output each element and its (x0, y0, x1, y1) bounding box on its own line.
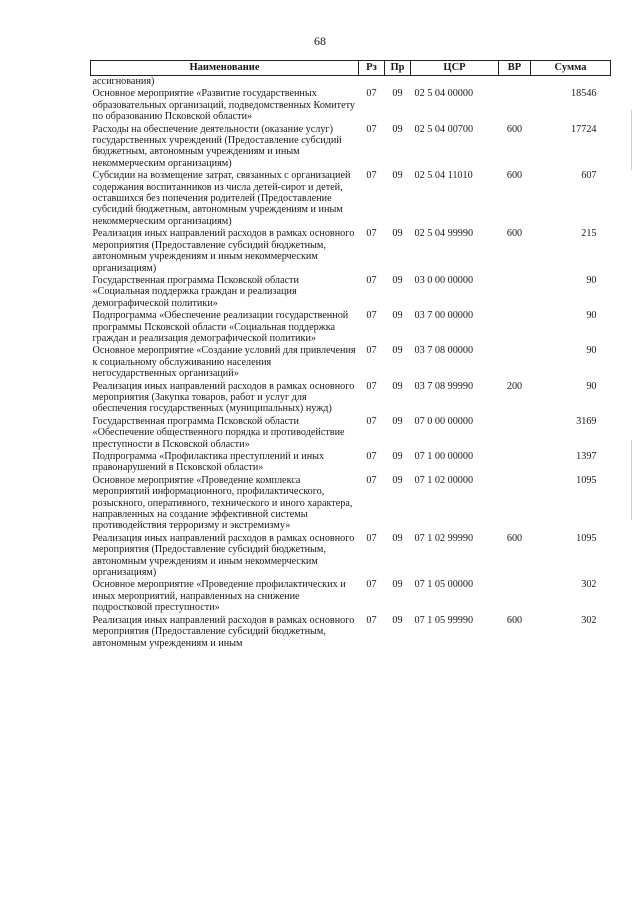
cell-csr: 07 1 05 99990 (414, 614, 474, 626)
continuation-row (91, 76, 611, 88)
table-row (91, 450, 611, 474)
table-row (91, 123, 611, 170)
table-row (91, 87, 611, 122)
table-row (91, 344, 611, 379)
cell-name: Реализация иных направлений расходов в рамках основного мероприятия (Предоставление субсидий бюджетным, автономным учреждениям и иным (92, 614, 355, 649)
cell-name: Государственная программа Псковской области «Обеспечение общественного порядка и противодействие преступности в Псковской области» (92, 415, 345, 450)
cell-pr: 09 (392, 532, 403, 544)
scan-edge-mark (631, 440, 632, 520)
cell-name: Основное мероприятие «Развитие государственных образовательных организаций, подведомственных Комитету по образованию Псковской области» (92, 88, 356, 123)
cell-sum: 3169 (576, 415, 597, 427)
cell-name: Субсидии на возмещение затрат, связанных с организацией содержания воспитанников из числа детей-сирот и детей, оставшихся без попечения родителей (Предоставление субсидий бюджетным, автономным учреждениям и иным некоммерческим организациям) (92, 170, 351, 227)
cell-pr: 09 (392, 579, 403, 591)
cell-vr: 600 (506, 228, 523, 240)
cell-name: Государственная программа Псковской области «Социальная поддержка граждан и реализация демографической политики» (92, 274, 299, 309)
header-rz: Рз (359, 61, 385, 76)
table-row (91, 380, 611, 415)
cell-sum: 215 (581, 228, 597, 240)
table-row (91, 415, 611, 450)
cell-rz: 07 (366, 228, 377, 240)
cell-sum: 302 (581, 614, 597, 626)
cell-name: Реализация иных направлений расходов в рамках основного мероприятия (Закупка товаров, работ и услуг для обеспечения государственных (муниципальных) нужд) (92, 380, 355, 415)
cell-rz: 07 (366, 274, 377, 286)
cell-pr: 09 (392, 474, 403, 486)
cell-vr (499, 87, 531, 122)
cell-sum: 90 (586, 274, 597, 286)
cell-rz: 07 (366, 579, 377, 591)
header-name: Наименование (91, 61, 359, 76)
cell-pr: 09 (392, 228, 403, 240)
cell-sum: 1095 (576, 532, 597, 544)
cell-vr (499, 309, 531, 344)
cell-name: Реализация иных направлений расходов в рамках основного мероприятия (Предоставление субсидий бюджетным, автономным учреждениям и иным некоммерческим организациям) (92, 228, 355, 274)
table-row (91, 309, 611, 344)
cell-vr: 600 (506, 123, 523, 135)
cell-csr: 07 1 00 00000 (414, 451, 474, 462)
page-number: 68 (314, 34, 326, 48)
cell-name: Основное мероприятие «Проведение профилактических и иных мероприятий, направленных на снижение подростковой преступности» (92, 579, 346, 614)
cell-vr (499, 415, 531, 450)
cell-name: Расходы на обеспечение деятельности (оказание услуг) государственных учреждений (Предоставление субсидий бюджетным, автономным учреждениям и иным некоммерческим организациям) (92, 123, 342, 169)
cell-pr: 09 (392, 123, 403, 135)
cell-name: Реализация иных направлений расходов в рамках основного мероприятия (Предоставление субсидий бюджетным, автономным учреждениям и иным некоммерческим организациям) (92, 532, 355, 579)
cell-pr: 09 (392, 88, 403, 100)
cell-vr: 600 (506, 532, 523, 544)
cell-rz: 07 (366, 123, 377, 135)
cell-csr: 07 1 02 00000 (414, 474, 474, 486)
cell-vr (499, 274, 531, 309)
cell-name: Основное мероприятие «Проведение комплекса мероприятий информационного, профилактического, розыскного, оперативного, технического и иного характера, направленных на создание эффективной системы противодействия терроризму и экстремизму» (92, 474, 353, 532)
cell-vr (499, 344, 531, 379)
cell-vr (499, 450, 531, 474)
cell-rz: 07 (366, 310, 377, 322)
cell-csr: 02 5 04 99990 (414, 228, 474, 240)
table-row (91, 474, 611, 532)
header-sum: Сумма (531, 61, 611, 76)
table-row (91, 274, 611, 309)
table-row (91, 169, 611, 227)
cell-vr (499, 578, 531, 613)
cell-csr: 03 7 08 00000 (414, 345, 474, 357)
cell-rz: 07 (366, 451, 377, 462)
cell-sum: 302 (581, 579, 597, 591)
cell-vr (499, 474, 531, 532)
cell-vr: 600 (506, 614, 523, 626)
cell-pr: 09 (392, 451, 403, 462)
cell-sum: 17724 (571, 123, 597, 135)
cell-sum: 90 (586, 345, 597, 357)
cell-csr: 02 5 04 00700 (414, 123, 474, 135)
cell-rz: 07 (366, 345, 377, 357)
header-csr: ЦСР (411, 61, 499, 76)
header-vr: ВР (499, 61, 531, 76)
scan-edge-mark (631, 110, 632, 170)
cell-csr: 03 7 00 00000 (414, 310, 474, 322)
table-row (91, 614, 611, 649)
cell-csr: 07 0 00 00000 (414, 415, 474, 427)
cell-rz: 07 (366, 170, 377, 182)
cell-pr: 09 (392, 614, 403, 626)
continuation-text: ассигнования) (92, 76, 155, 87)
cell-sum: 607 (581, 170, 597, 182)
cell-csr: 03 7 08 99990 (414, 380, 474, 392)
cell-pr: 09 (392, 415, 403, 427)
cell-pr: 09 (392, 310, 403, 322)
cell-sum: 90 (586, 310, 597, 322)
cell-csr: 03 0 00 00000 (414, 274, 474, 286)
cell-csr: 07 1 05 00000 (414, 579, 474, 591)
cell-csr: 02 5 04 11010 (414, 170, 473, 182)
table-row (91, 227, 611, 274)
cell-sum: 1397 (576, 451, 597, 462)
header-pr: Пр (385, 61, 411, 76)
cell-pr: 09 (392, 380, 403, 392)
cell-name: Подпрограмма «Профилактика преступлений и иных правонарушений в Псковской области» (92, 451, 325, 474)
table-header-row (91, 61, 611, 76)
cell-csr: 02 5 04 00000 (414, 88, 474, 100)
cell-rz: 07 (366, 415, 377, 427)
cell-csr: 07 1 02 99990 (414, 532, 474, 544)
cell-pr: 09 (392, 170, 403, 182)
cell-rz: 07 (366, 532, 377, 544)
cell-rz: 07 (366, 88, 377, 100)
cell-rz: 07 (366, 614, 377, 626)
cell-sum: 90 (586, 380, 597, 392)
table-row (91, 578, 611, 613)
cell-pr: 09 (392, 345, 403, 357)
cell-name: Подпрограмма «Обеспечение реализации государственной программы Псковской области «Социальная поддержка граждан и реализация демографической политики» (92, 310, 349, 344)
cell-name: Основное мероприятие «Создание условий для привлечения к социальному обслуживанию населения негосударственных организаций» (92, 345, 356, 380)
cell-rz: 07 (366, 474, 377, 486)
cell-sum: 18546 (571, 88, 597, 100)
table-row (91, 532, 611, 579)
cell-pr: 09 (392, 274, 403, 286)
cell-sum: 1095 (576, 474, 597, 486)
cell-vr: 200 (506, 380, 523, 392)
budget-table (90, 60, 611, 649)
cell-rz: 07 (366, 380, 377, 392)
cell-vr: 600 (506, 170, 523, 182)
